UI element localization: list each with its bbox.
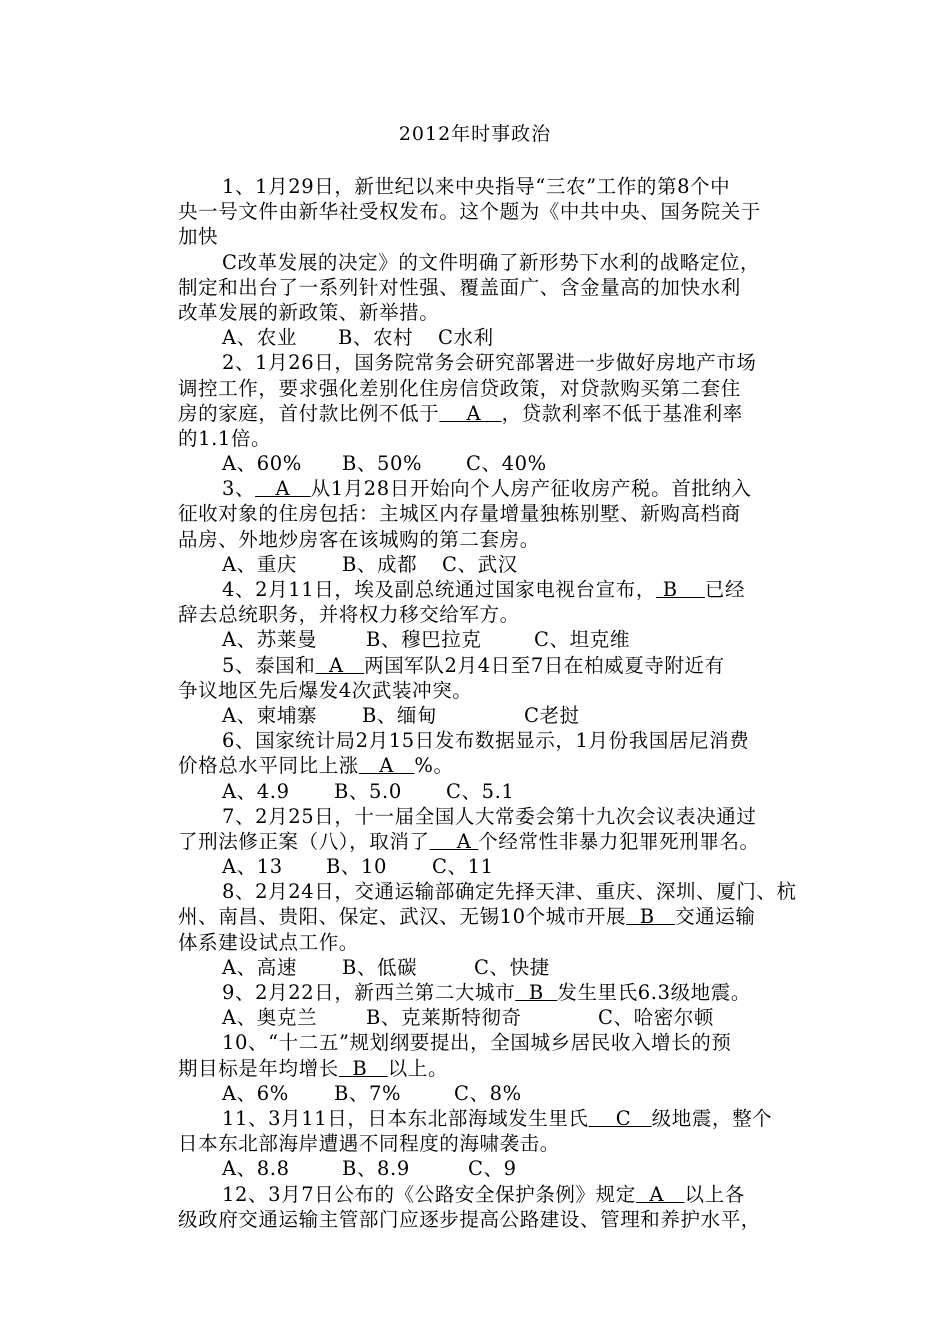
q8-line2: 州、南昌、贵阳、保定、武汉、无锡10个城市开展 B 交通运输 [178, 905, 756, 929]
q4-line1: 4、2月11日，埃及副总统通过国家电视台宣布， B 已经 [222, 578, 746, 601]
q6-line1: 6、国家统计局2月15日发布数据显示，1月份我国居尼消费 [222, 729, 750, 753]
q6-line2: 价格总水平同比上涨 A %。 [178, 754, 454, 778]
q2-line2: 调控工作，要求强化差别化住房信贷政策，对贷款购买第二套住 [178, 376, 741, 400]
q4-option-a: A、苏莱曼 [222, 628, 318, 652]
q7-line1: 7、2月25日，十一届全国人大常委会第十九次会议表决通过 [222, 804, 757, 828]
q3-option-a: A、重庆 [222, 552, 297, 576]
q12-line2: 级政府交通运输主管部门应逐步提高公路建设、管理和养护水平， [178, 1207, 761, 1231]
q8-option-b: B、低碳 [342, 955, 418, 979]
q6-options [178, 779, 816, 804]
q6-option-c: C、5.1 [446, 779, 515, 803]
q10-options [178, 1081, 816, 1106]
q1-cont-line2: 制定和出台了一系列针对性强、覆盖面广、含金量高的加快水利 [178, 275, 741, 299]
q10-option-b: B、7% [334, 1081, 402, 1105]
q2-line1: 2、1月26日，国务院常务会研究部署进一步做好房地产市场 [222, 351, 757, 375]
q1-option-b: B、农村 [338, 326, 414, 350]
q2-line4: 的1.1倍。 [178, 426, 272, 450]
answer-blank: A [255, 477, 311, 501]
q9-option-c: C、哈密尔顿 [598, 1006, 715, 1030]
q1-options [178, 325, 816, 350]
q6-option-a: A、4.9 [222, 779, 290, 803]
answer-blank: A [429, 829, 479, 853]
q5-line1: 5、泰国和 A 两国军队2月4日至7日在柏威夏寺附近有 [222, 653, 725, 677]
q1-line2: 央一号文件由新华社受权发布。这个题为《中共中央、国务院关于 [178, 200, 761, 224]
answer-blank: B [626, 905, 676, 929]
answer-blank: A [635, 1182, 685, 1206]
q10-option-c: C、8% [454, 1081, 522, 1105]
q11-option-c: C、9 [468, 1157, 517, 1181]
answer-blank: B [338, 1056, 388, 1080]
document-body [178, 174, 816, 1232]
q6-option-b: B、5.0 [334, 779, 402, 803]
q9-option-b: B、克莱斯特彻奇 [366, 1006, 522, 1030]
q3-option-c: C、武汉 [442, 552, 518, 576]
q3-line3: 品房、外地炒房客在该城购的第二套房。 [178, 527, 540, 551]
q1-cont-line1: C改革发展的决定》的文件明确了新形势下水利的战略定位， [222, 250, 761, 274]
q2-option-c: C、40% [466, 452, 547, 476]
q1-cont-line3: 改革发展的新政策、新举措。 [178, 300, 440, 324]
answer-blank: B [515, 981, 558, 1004]
q3-line2: 征收对象的住房包括：主城区内存量增量独栋别墅、新购高档商 [178, 502, 741, 526]
q7-option-b: B、10 [326, 855, 388, 879]
q4-option-b: B、穆巴拉克 [366, 628, 482, 652]
q9-options [178, 1005, 816, 1030]
q4-options [178, 627, 816, 652]
q7-line2: 了刑法修正案（八），取消了 A 个经常性非暴力犯罪死刑罪名。 [178, 829, 760, 853]
q9-option-a: A、奥克兰 [222, 1006, 318, 1030]
q7-option-a: A、13 [222, 855, 283, 879]
q10-option-a: A、6% [222, 1081, 289, 1105]
q4-line2: 辞去总统职务，并将权力移交给军方。 [178, 603, 520, 627]
q11-options [178, 1156, 816, 1181]
q10-line2: 期目标是年均增长 B 以上。 [178, 1056, 449, 1080]
q2-option-a: A、60% [222, 452, 302, 476]
q8-option-a: A、高速 [222, 955, 297, 979]
answer-blank: C [588, 1106, 652, 1130]
page-title: 2012年时事政治 [398, 123, 552, 145]
q5-options [178, 703, 816, 728]
q4-option-c: C、坦克维 [534, 628, 630, 652]
answer-blank: A [439, 401, 502, 425]
q10-line1: 10、“十二五”规划纲要提出，全国城乡居民收入增长的预 [222, 1031, 732, 1055]
q5-option-b: B、缅甸 [362, 703, 438, 727]
q9-line1: 9、2月22日，新西兰第二大城市 B 发生里氏6.3级地震。 [222, 981, 751, 1004]
q3-options [178, 552, 816, 577]
q5-option-c: C老挝 [524, 703, 580, 727]
q11-line2: 日本东北部海岸遭遇不同程度的海啸袭击。 [178, 1132, 560, 1156]
q3-line1: 3、 A 从1月28日开始向个人房产征收房产税。首批纳入 [222, 477, 752, 501]
q8-line1: 8、2月24日，交通运输部确定先择天津、重庆、深圳、厦门、杭 [222, 880, 797, 904]
q1-line1: 1、1月29日，新世纪以来中央指导“三农”工作的第8个中 [222, 175, 731, 198]
q12-line1: 12、3月7日公布的《公路安全保护条例》规定 A 以上各 [222, 1182, 745, 1206]
q5-option-a: A、柬埔寨 [222, 703, 318, 727]
q8-options [178, 955, 816, 980]
q11-line1: 11、3月11日，日本东北部海域发生里氏 C 级地震，整个 [222, 1106, 773, 1130]
q7-option-c: C、11 [432, 855, 494, 879]
q2-option-b: B、50% [342, 452, 423, 476]
q5-line2: 争议地区先后爆发4次武装冲突。 [178, 678, 473, 702]
answer-blank: B [655, 578, 705, 601]
q1-option-a: A、农业 [222, 326, 297, 350]
q2-options [178, 451, 816, 476]
q8-line3: 体系建设试点工作。 [178, 930, 359, 954]
q1-option-c: C水利 [438, 326, 494, 350]
q3-option-b: B、成都 [342, 552, 418, 576]
q11-option-a: A、8.8 [222, 1157, 290, 1181]
q7-options [178, 854, 816, 879]
q1-line3: 加快 [178, 225, 219, 249]
q2-line3: 房的家庭，首付款比例不低于 A ，贷款利率不低于基准利率 [178, 401, 743, 425]
answer-blank: A [358, 754, 415, 778]
q11-option-b: B、8.9 [342, 1157, 410, 1181]
q8-option-c: C、快捷 [474, 955, 550, 979]
answer-blank: A [315, 653, 365, 677]
